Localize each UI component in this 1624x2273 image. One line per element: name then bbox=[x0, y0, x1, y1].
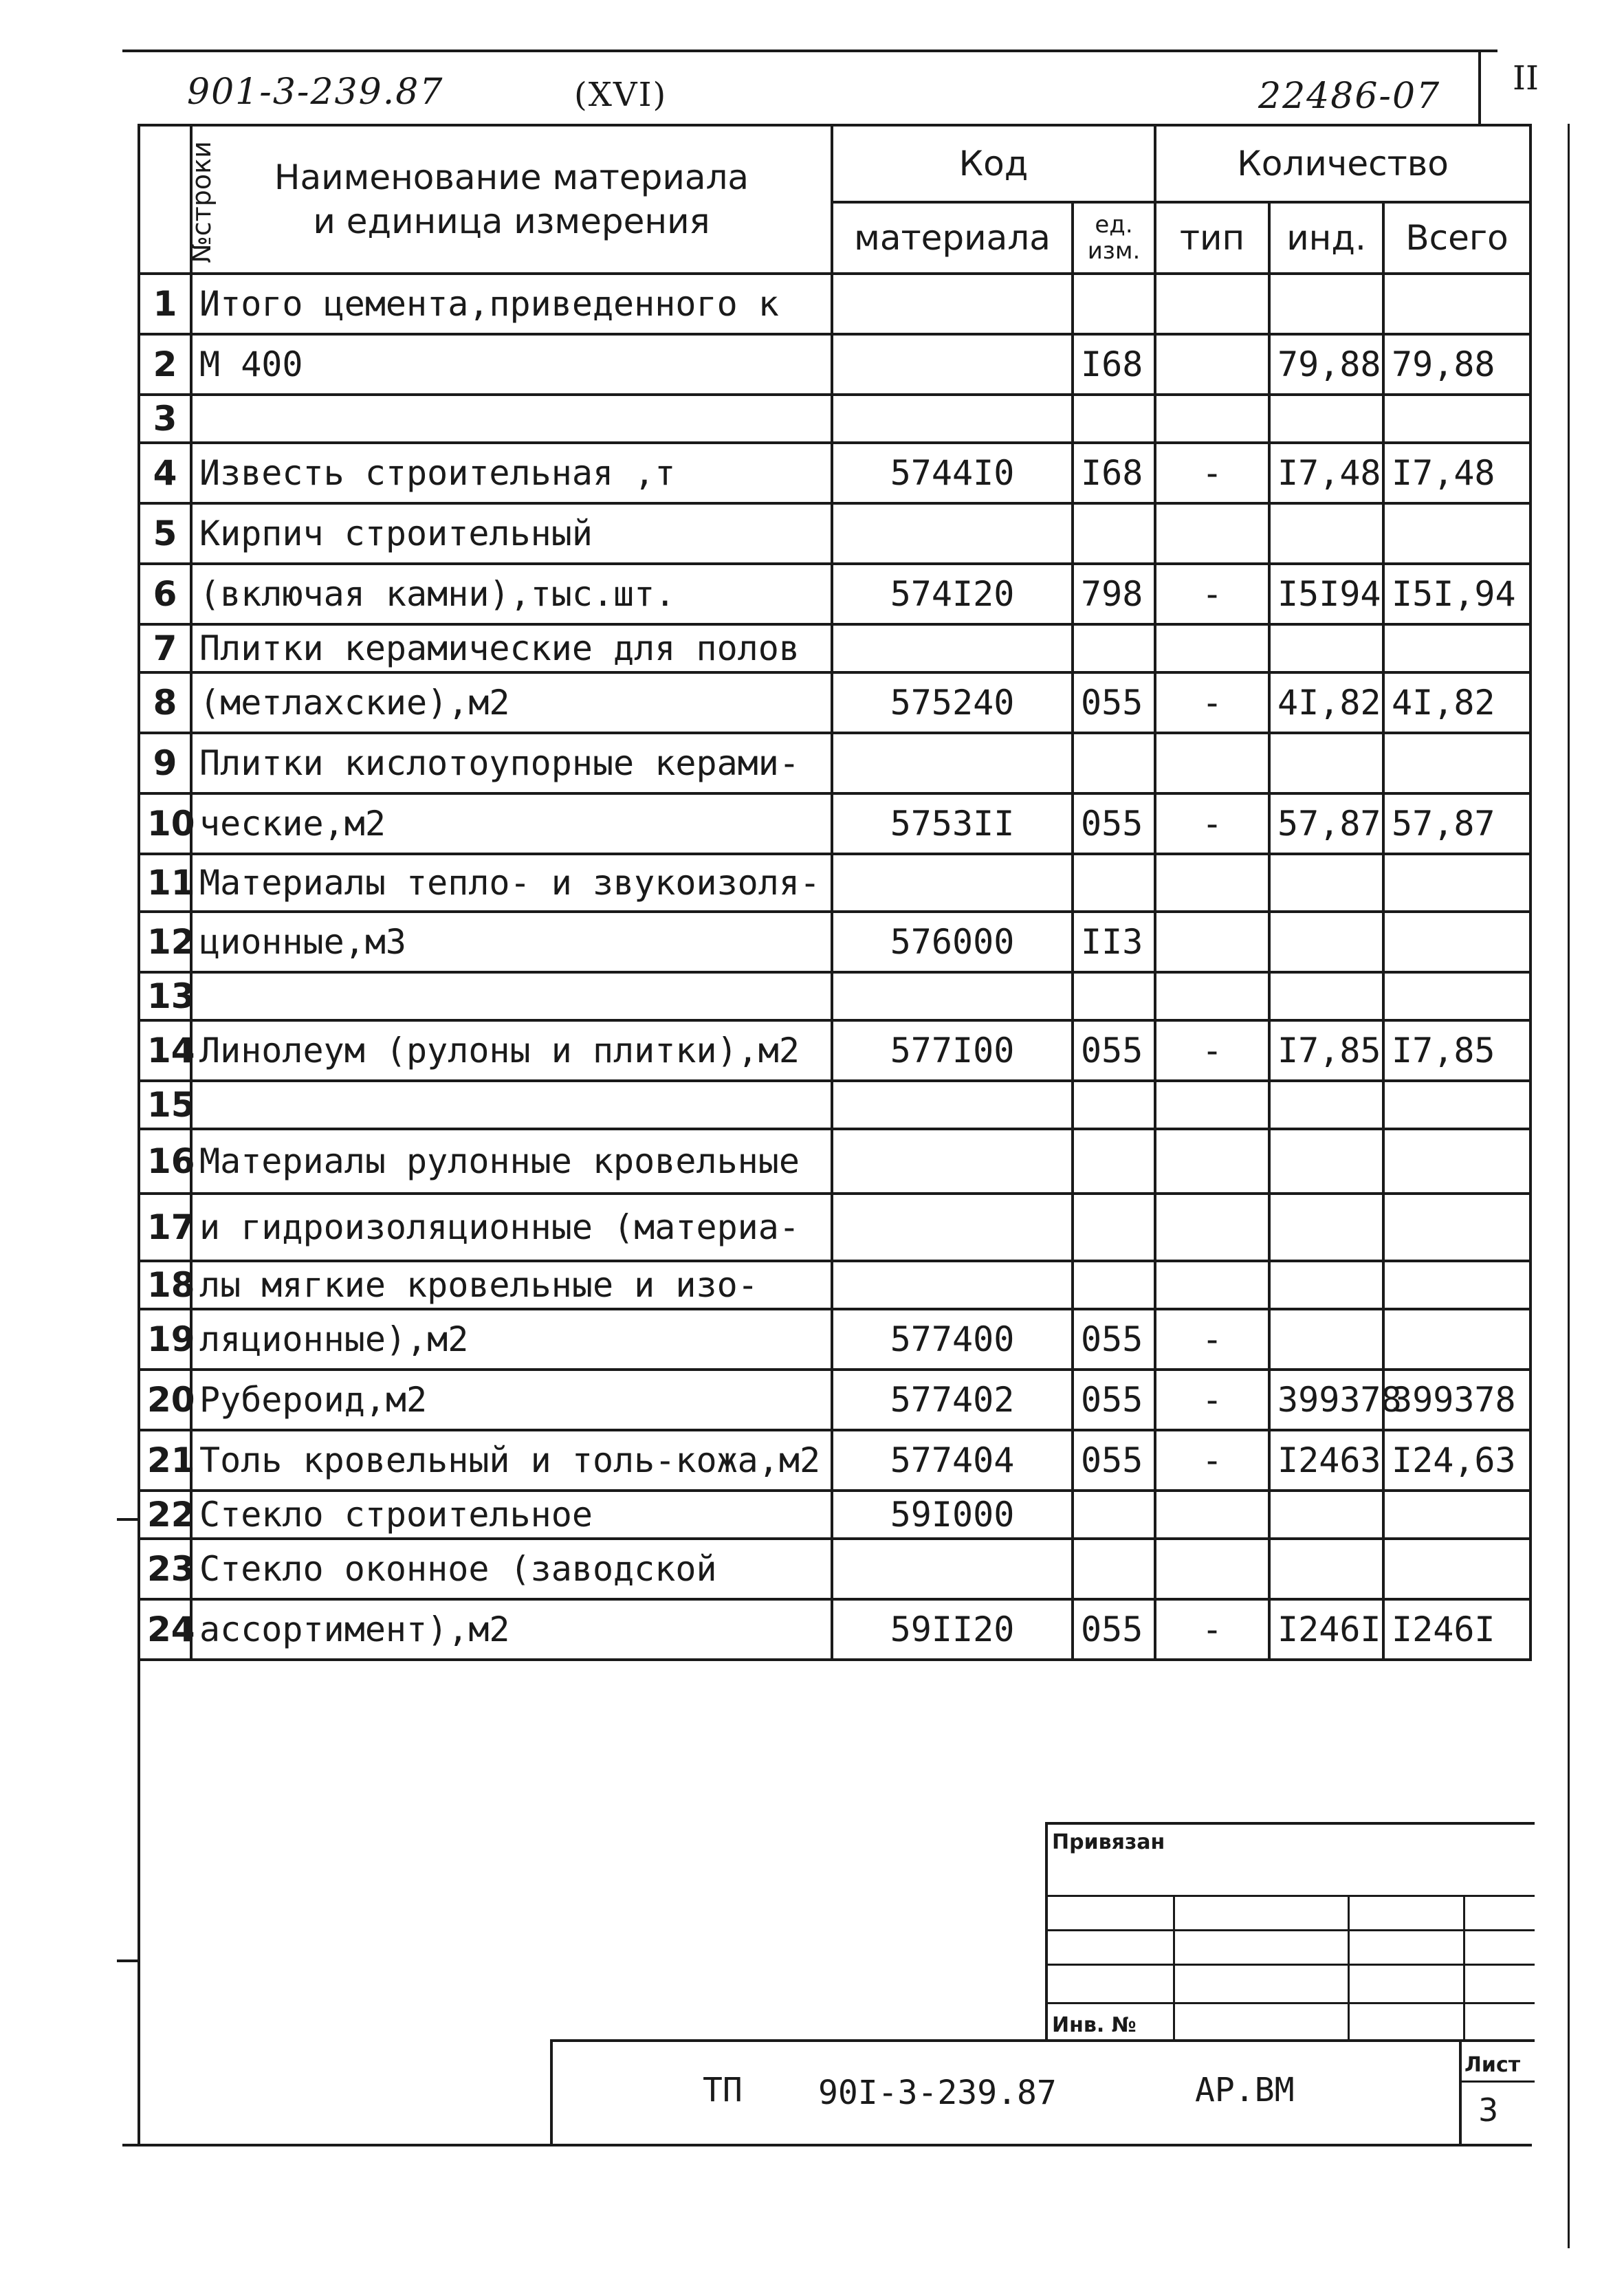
qty-total-cell bbox=[1383, 274, 1530, 334]
header-code-unit: ед. изм. bbox=[1073, 202, 1155, 274]
stamp-left-line bbox=[1045, 1822, 1048, 2042]
table-row bbox=[139, 564, 1530, 624]
row-number-cell: 19 bbox=[139, 1309, 191, 1370]
qty-type-cell bbox=[1155, 274, 1269, 334]
material-name-cell: (метлахские),м2 bbox=[191, 672, 832, 733]
page-number-box-left bbox=[1478, 50, 1481, 125]
title-block bbox=[550, 2039, 1535, 2146]
material-code-cell: 574I20 bbox=[832, 564, 1073, 624]
material-name-cell: Стекло строительное bbox=[191, 1491, 832, 1539]
material-code-cell: 59I000 bbox=[832, 1491, 1073, 1539]
material-name-cell: Кирпич строительный bbox=[191, 503, 832, 564]
stamp-line-4 bbox=[1045, 2002, 1535, 2004]
header-qty-type: тип bbox=[1155, 202, 1269, 274]
qty-type-cell: - bbox=[1155, 1599, 1269, 1660]
row-number-cell: 8 bbox=[139, 672, 191, 733]
stamp-top-line bbox=[1045, 1822, 1535, 1825]
qty-total-cell bbox=[1383, 912, 1530, 972]
qty-ind-cell: I7,85 bbox=[1269, 1020, 1383, 1081]
material-name-cell: Стекло оконное (заводской bbox=[191, 1539, 832, 1599]
qty-type-cell: - bbox=[1155, 1370, 1269, 1430]
material-code-cell bbox=[832, 1081, 1073, 1129]
material-name-cell: Толь кровельный и толь-кожа,м2 bbox=[191, 1430, 832, 1491]
qty-total-cell: 57,87 bbox=[1383, 793, 1530, 854]
qty-type-cell bbox=[1155, 1261, 1269, 1309]
table-row bbox=[139, 274, 1530, 334]
qty-ind-cell bbox=[1269, 624, 1383, 672]
header-qty-ind: инд. bbox=[1269, 202, 1383, 274]
qty-ind-cell: 399378 bbox=[1269, 1370, 1383, 1430]
row-number-cell: 14 bbox=[139, 1020, 191, 1081]
unit-code-cell: I68 bbox=[1073, 334, 1155, 395]
row-number-cell: 13 bbox=[139, 972, 191, 1020]
tp-label: ТП bbox=[703, 2071, 743, 2109]
top-frame-line bbox=[122, 50, 1497, 52]
unit-code-cell bbox=[1073, 624, 1155, 672]
left-tick-1 bbox=[117, 1518, 140, 1521]
material-code-cell: 576000 bbox=[832, 912, 1073, 972]
table-row bbox=[139, 1370, 1530, 1430]
row-number-cell: 10 bbox=[139, 793, 191, 854]
inv-no-label: Инв. № bbox=[1052, 2013, 1137, 2037]
unit-code-cell: 055 bbox=[1073, 672, 1155, 733]
qty-ind-cell bbox=[1269, 503, 1383, 564]
qty-total-cell: I5I,94 bbox=[1383, 564, 1530, 624]
material-name-cell: (включая камни),тыс.шт. bbox=[191, 564, 832, 624]
table-row bbox=[139, 1430, 1530, 1491]
row-number-cell: 7 bbox=[139, 624, 191, 672]
material-name-cell: ляционные),м2 bbox=[191, 1309, 832, 1370]
qty-total-cell bbox=[1383, 395, 1530, 443]
qty-type-cell: - bbox=[1155, 564, 1269, 624]
unit-code-cell: 055 bbox=[1073, 1430, 1155, 1491]
stamp-block bbox=[1045, 1822, 1535, 2042]
row-number-cell: 6 bbox=[139, 564, 191, 624]
stamp-line-1 bbox=[1045, 1895, 1535, 1897]
table-row bbox=[139, 1020, 1530, 1081]
qty-total-cell: 4I,82 bbox=[1383, 672, 1530, 733]
qty-type-cell: - bbox=[1155, 672, 1269, 733]
qty-total-cell bbox=[1383, 1194, 1530, 1261]
qty-total-cell bbox=[1383, 1539, 1530, 1599]
row-number-cell: 18 bbox=[139, 1261, 191, 1309]
material-name-cell: Линолеум (рулоны и плитки),м2 bbox=[191, 1020, 832, 1081]
row-number-cell: 12 bbox=[139, 912, 191, 972]
material-name-cell: Плитки керамические для полов bbox=[191, 624, 832, 672]
unit-code-cell bbox=[1073, 1129, 1155, 1194]
material-code-cell bbox=[832, 395, 1073, 443]
title-left-line bbox=[550, 2039, 553, 2146]
material-name-cell: ческие,м2 bbox=[191, 793, 832, 854]
material-code-cell bbox=[832, 274, 1073, 334]
material-name-cell: Материалы тепло- и звукоизоля- bbox=[191, 854, 832, 912]
qty-ind-cell bbox=[1269, 972, 1383, 1020]
stamp-vline-1 bbox=[1173, 1895, 1175, 2042]
stamp-vline-3 bbox=[1463, 1895, 1465, 2042]
qty-type-cell bbox=[1155, 624, 1269, 672]
qty-ind-cell bbox=[1269, 1309, 1383, 1370]
material-name-cell bbox=[191, 395, 832, 443]
material-name-cell: Рубероид,м2 bbox=[191, 1370, 832, 1430]
table-row bbox=[139, 1599, 1530, 1660]
row-number-cell: 4 bbox=[139, 443, 191, 503]
sheet-box-mid-line bbox=[1459, 2080, 1535, 2083]
qty-ind-cell bbox=[1269, 1261, 1383, 1309]
qty-type-cell bbox=[1155, 1194, 1269, 1261]
row-number-cell: 3 bbox=[139, 395, 191, 443]
qty-type-cell bbox=[1155, 733, 1269, 793]
material-code-cell bbox=[832, 733, 1073, 793]
unit-code-cell bbox=[1073, 972, 1155, 1020]
row-number-cell: 20 bbox=[139, 1370, 191, 1430]
material-name-cell: лы мягкие кровельные и изо- bbox=[191, 1261, 832, 1309]
table-row bbox=[139, 1194, 1530, 1261]
row-number-cell: 9 bbox=[139, 733, 191, 793]
table-row bbox=[139, 793, 1530, 854]
qty-total-cell: I7,48 bbox=[1383, 443, 1530, 503]
qty-type-cell bbox=[1155, 854, 1269, 912]
qty-total-cell bbox=[1383, 1129, 1530, 1194]
stamp-line-2 bbox=[1045, 1929, 1535, 1931]
qty-type-cell bbox=[1155, 1491, 1269, 1539]
row-number-cell: 24 bbox=[139, 1599, 191, 1660]
qty-ind-cell bbox=[1269, 1129, 1383, 1194]
qty-ind-cell: I2463 bbox=[1269, 1430, 1383, 1491]
material-name-cell bbox=[191, 1081, 832, 1129]
page-roman-number: II bbox=[1513, 59, 1539, 98]
unit-code-cell: II3 bbox=[1073, 912, 1155, 972]
material-name-cell: ционные,м3 bbox=[191, 912, 832, 972]
row-number-cell: 17 bbox=[139, 1194, 191, 1261]
row-number-cell: 23 bbox=[139, 1539, 191, 1599]
material-code-cell bbox=[832, 1194, 1073, 1261]
table-row bbox=[139, 1261, 1530, 1309]
sheet-number: 3 bbox=[1478, 2091, 1499, 2129]
qty-type-cell: - bbox=[1155, 1020, 1269, 1081]
stamp-line-3 bbox=[1045, 1964, 1535, 1966]
material-name-cell: Известь строительная ,т bbox=[191, 443, 832, 503]
qty-ind-cell bbox=[1269, 912, 1383, 972]
material-name-cell: Плитки кислотоупорные керами- bbox=[191, 733, 832, 793]
material-name-cell: Итого цемента,приведенного к bbox=[191, 274, 832, 334]
stamp-vline-2 bbox=[1348, 1895, 1350, 2042]
row-number-cell: 5 bbox=[139, 503, 191, 564]
table-row bbox=[139, 733, 1530, 793]
qty-ind-cell bbox=[1269, 274, 1383, 334]
unit-code-cell bbox=[1073, 854, 1155, 912]
material-code-cell bbox=[832, 1129, 1073, 1194]
unit-code-cell: 798 bbox=[1073, 564, 1155, 624]
sheet-label: Лист bbox=[1464, 2053, 1521, 2077]
qty-type-cell: - bbox=[1155, 1430, 1269, 1491]
qty-ind-cell bbox=[1269, 1491, 1383, 1539]
qty-total-cell bbox=[1383, 1081, 1530, 1129]
row-number-cell: 2 bbox=[139, 334, 191, 395]
qty-type-cell bbox=[1155, 912, 1269, 972]
section-handwritten: (XVI) bbox=[574, 76, 668, 114]
qty-total-cell: 399378 bbox=[1383, 1370, 1530, 1430]
qty-type-cell bbox=[1155, 1081, 1269, 1129]
qty-type-cell bbox=[1155, 1129, 1269, 1194]
table-row bbox=[139, 1081, 1530, 1129]
qty-total-cell bbox=[1383, 1491, 1530, 1539]
left-tick-2 bbox=[117, 1959, 140, 1962]
unit-code-cell: 055 bbox=[1073, 1020, 1155, 1081]
table-row bbox=[139, 1309, 1530, 1370]
header-quantity: Количество bbox=[1155, 125, 1530, 202]
material-code-cell: 577I00 bbox=[832, 1020, 1073, 1081]
table-row bbox=[139, 395, 1530, 443]
qty-ind-cell bbox=[1269, 1194, 1383, 1261]
qty-total-cell: I24,63 bbox=[1383, 1430, 1530, 1491]
qty-ind-cell: I5I94 bbox=[1269, 564, 1383, 624]
material-code-cell: 5753II bbox=[832, 793, 1073, 854]
qty-total-cell bbox=[1383, 1309, 1530, 1370]
qty-type-cell bbox=[1155, 972, 1269, 1020]
qty-total-cell: 79,88 bbox=[1383, 334, 1530, 395]
qty-total-cell bbox=[1383, 972, 1530, 1020]
unit-code-cell: 055 bbox=[1073, 1309, 1155, 1370]
qty-ind-cell bbox=[1269, 854, 1383, 912]
qty-type-cell bbox=[1155, 395, 1269, 443]
qty-type-cell bbox=[1155, 334, 1269, 395]
row-number-cell: 1 bbox=[139, 274, 191, 334]
qty-total-cell: I246I bbox=[1383, 1599, 1530, 1660]
material-code-cell bbox=[832, 1539, 1073, 1599]
unit-code-cell bbox=[1073, 1491, 1155, 1539]
row-number-cell: 11 bbox=[139, 854, 191, 912]
unit-code-cell bbox=[1073, 274, 1155, 334]
qty-total-cell: I7,85 bbox=[1383, 1020, 1530, 1081]
qty-ind-cell bbox=[1269, 395, 1383, 443]
unit-code-cell bbox=[1073, 503, 1155, 564]
qty-type-cell: - bbox=[1155, 793, 1269, 854]
table-row bbox=[139, 334, 1530, 395]
qty-ind-cell: 57,87 bbox=[1269, 793, 1383, 854]
qty-ind-cell: I7,48 bbox=[1269, 443, 1383, 503]
unit-code-cell: 055 bbox=[1073, 793, 1155, 854]
header-code: Код bbox=[832, 125, 1155, 202]
unit-code-cell: 055 bbox=[1073, 1599, 1155, 1660]
material-code-cell: 577400 bbox=[832, 1309, 1073, 1370]
header-row-number: №строки bbox=[139, 125, 191, 274]
material-code-cell bbox=[832, 1261, 1073, 1309]
right-frame-line bbox=[1568, 124, 1570, 2248]
unit-code-cell bbox=[1073, 733, 1155, 793]
table-row bbox=[139, 912, 1530, 972]
table-row bbox=[139, 624, 1530, 672]
qty-total-cell bbox=[1383, 854, 1530, 912]
material-code-cell: 577404 bbox=[832, 1430, 1073, 1491]
table-row bbox=[139, 503, 1530, 564]
material-code-cell: 575240 bbox=[832, 672, 1073, 733]
material-name-cell: и гидроизоляционные (материа- bbox=[191, 1194, 832, 1261]
unit-code-cell bbox=[1073, 1194, 1155, 1261]
unit-code-cell bbox=[1073, 395, 1155, 443]
material-code-cell: 5744I0 bbox=[832, 443, 1073, 503]
title-top-line bbox=[550, 2039, 1535, 2042]
material-code-cell bbox=[832, 854, 1073, 912]
qty-ind-cell bbox=[1269, 1081, 1383, 1129]
table-row bbox=[139, 443, 1530, 503]
qty-ind-cell bbox=[1269, 733, 1383, 793]
material-code-cell: 59II20 bbox=[832, 1599, 1073, 1660]
project-code: 90I-3-239.87 bbox=[818, 2074, 1057, 2112]
table-row bbox=[139, 672, 1530, 733]
table-row bbox=[139, 1129, 1530, 1194]
material-name-cell bbox=[191, 972, 832, 1020]
row-number-cell: 21 bbox=[139, 1430, 191, 1491]
table-body bbox=[139, 274, 1530, 1660]
doc-code-handwritten: 901-3-239.87 bbox=[187, 72, 444, 113]
unit-code-cell bbox=[1073, 1081, 1155, 1129]
privyazan-label: Привязан bbox=[1052, 1830, 1165, 1854]
qty-type-cell: - bbox=[1155, 443, 1269, 503]
archive-number-handwritten: 22486-07 bbox=[1258, 76, 1441, 117]
table-row bbox=[139, 1539, 1530, 1599]
material-name-cell: ассортимент),м2 bbox=[191, 1599, 832, 1660]
row-number-cell: 22 bbox=[139, 1491, 191, 1539]
qty-total-cell bbox=[1383, 733, 1530, 793]
row-number-cell: 15 bbox=[139, 1081, 191, 1129]
qty-ind-cell: 79,88 bbox=[1269, 334, 1383, 395]
unit-code-cell: 055 bbox=[1073, 1370, 1155, 1430]
material-code-cell bbox=[832, 334, 1073, 395]
qty-type-cell bbox=[1155, 503, 1269, 564]
qty-ind-cell: I246I bbox=[1269, 1599, 1383, 1660]
materials-table bbox=[138, 124, 1532, 1661]
sheet-box-left-line bbox=[1459, 2039, 1462, 2146]
material-name-cell: Материалы рулонные кровельные bbox=[191, 1129, 832, 1194]
table-row bbox=[139, 972, 1530, 1020]
row-number-cell: 16 bbox=[139, 1129, 191, 1194]
material-code-cell bbox=[832, 624, 1073, 672]
qty-total-cell bbox=[1383, 624, 1530, 672]
qty-ind-cell: 4I,82 bbox=[1269, 672, 1383, 733]
qty-total-cell bbox=[1383, 503, 1530, 564]
table-row bbox=[139, 1491, 1530, 1539]
unit-code-cell bbox=[1073, 1539, 1155, 1599]
header-code-material: материала bbox=[832, 202, 1073, 274]
qty-ind-cell bbox=[1269, 1539, 1383, 1599]
header-qty-total: Всего bbox=[1383, 202, 1530, 274]
qty-type-cell: - bbox=[1155, 1309, 1269, 1370]
document-mark: АР.ВМ bbox=[1195, 2071, 1295, 2109]
material-name-cell: М 400 bbox=[191, 334, 832, 395]
unit-code-cell bbox=[1073, 1261, 1155, 1309]
unit-code-cell: I68 bbox=[1073, 443, 1155, 503]
qty-type-cell bbox=[1155, 1539, 1269, 1599]
material-code-cell bbox=[832, 972, 1073, 1020]
header-material-name: Наименование материала и единица измерения bbox=[191, 125, 832, 274]
table-row bbox=[139, 854, 1530, 912]
material-code-cell: 577402 bbox=[832, 1370, 1073, 1430]
material-code-cell bbox=[832, 503, 1073, 564]
qty-total-cell bbox=[1383, 1261, 1530, 1309]
